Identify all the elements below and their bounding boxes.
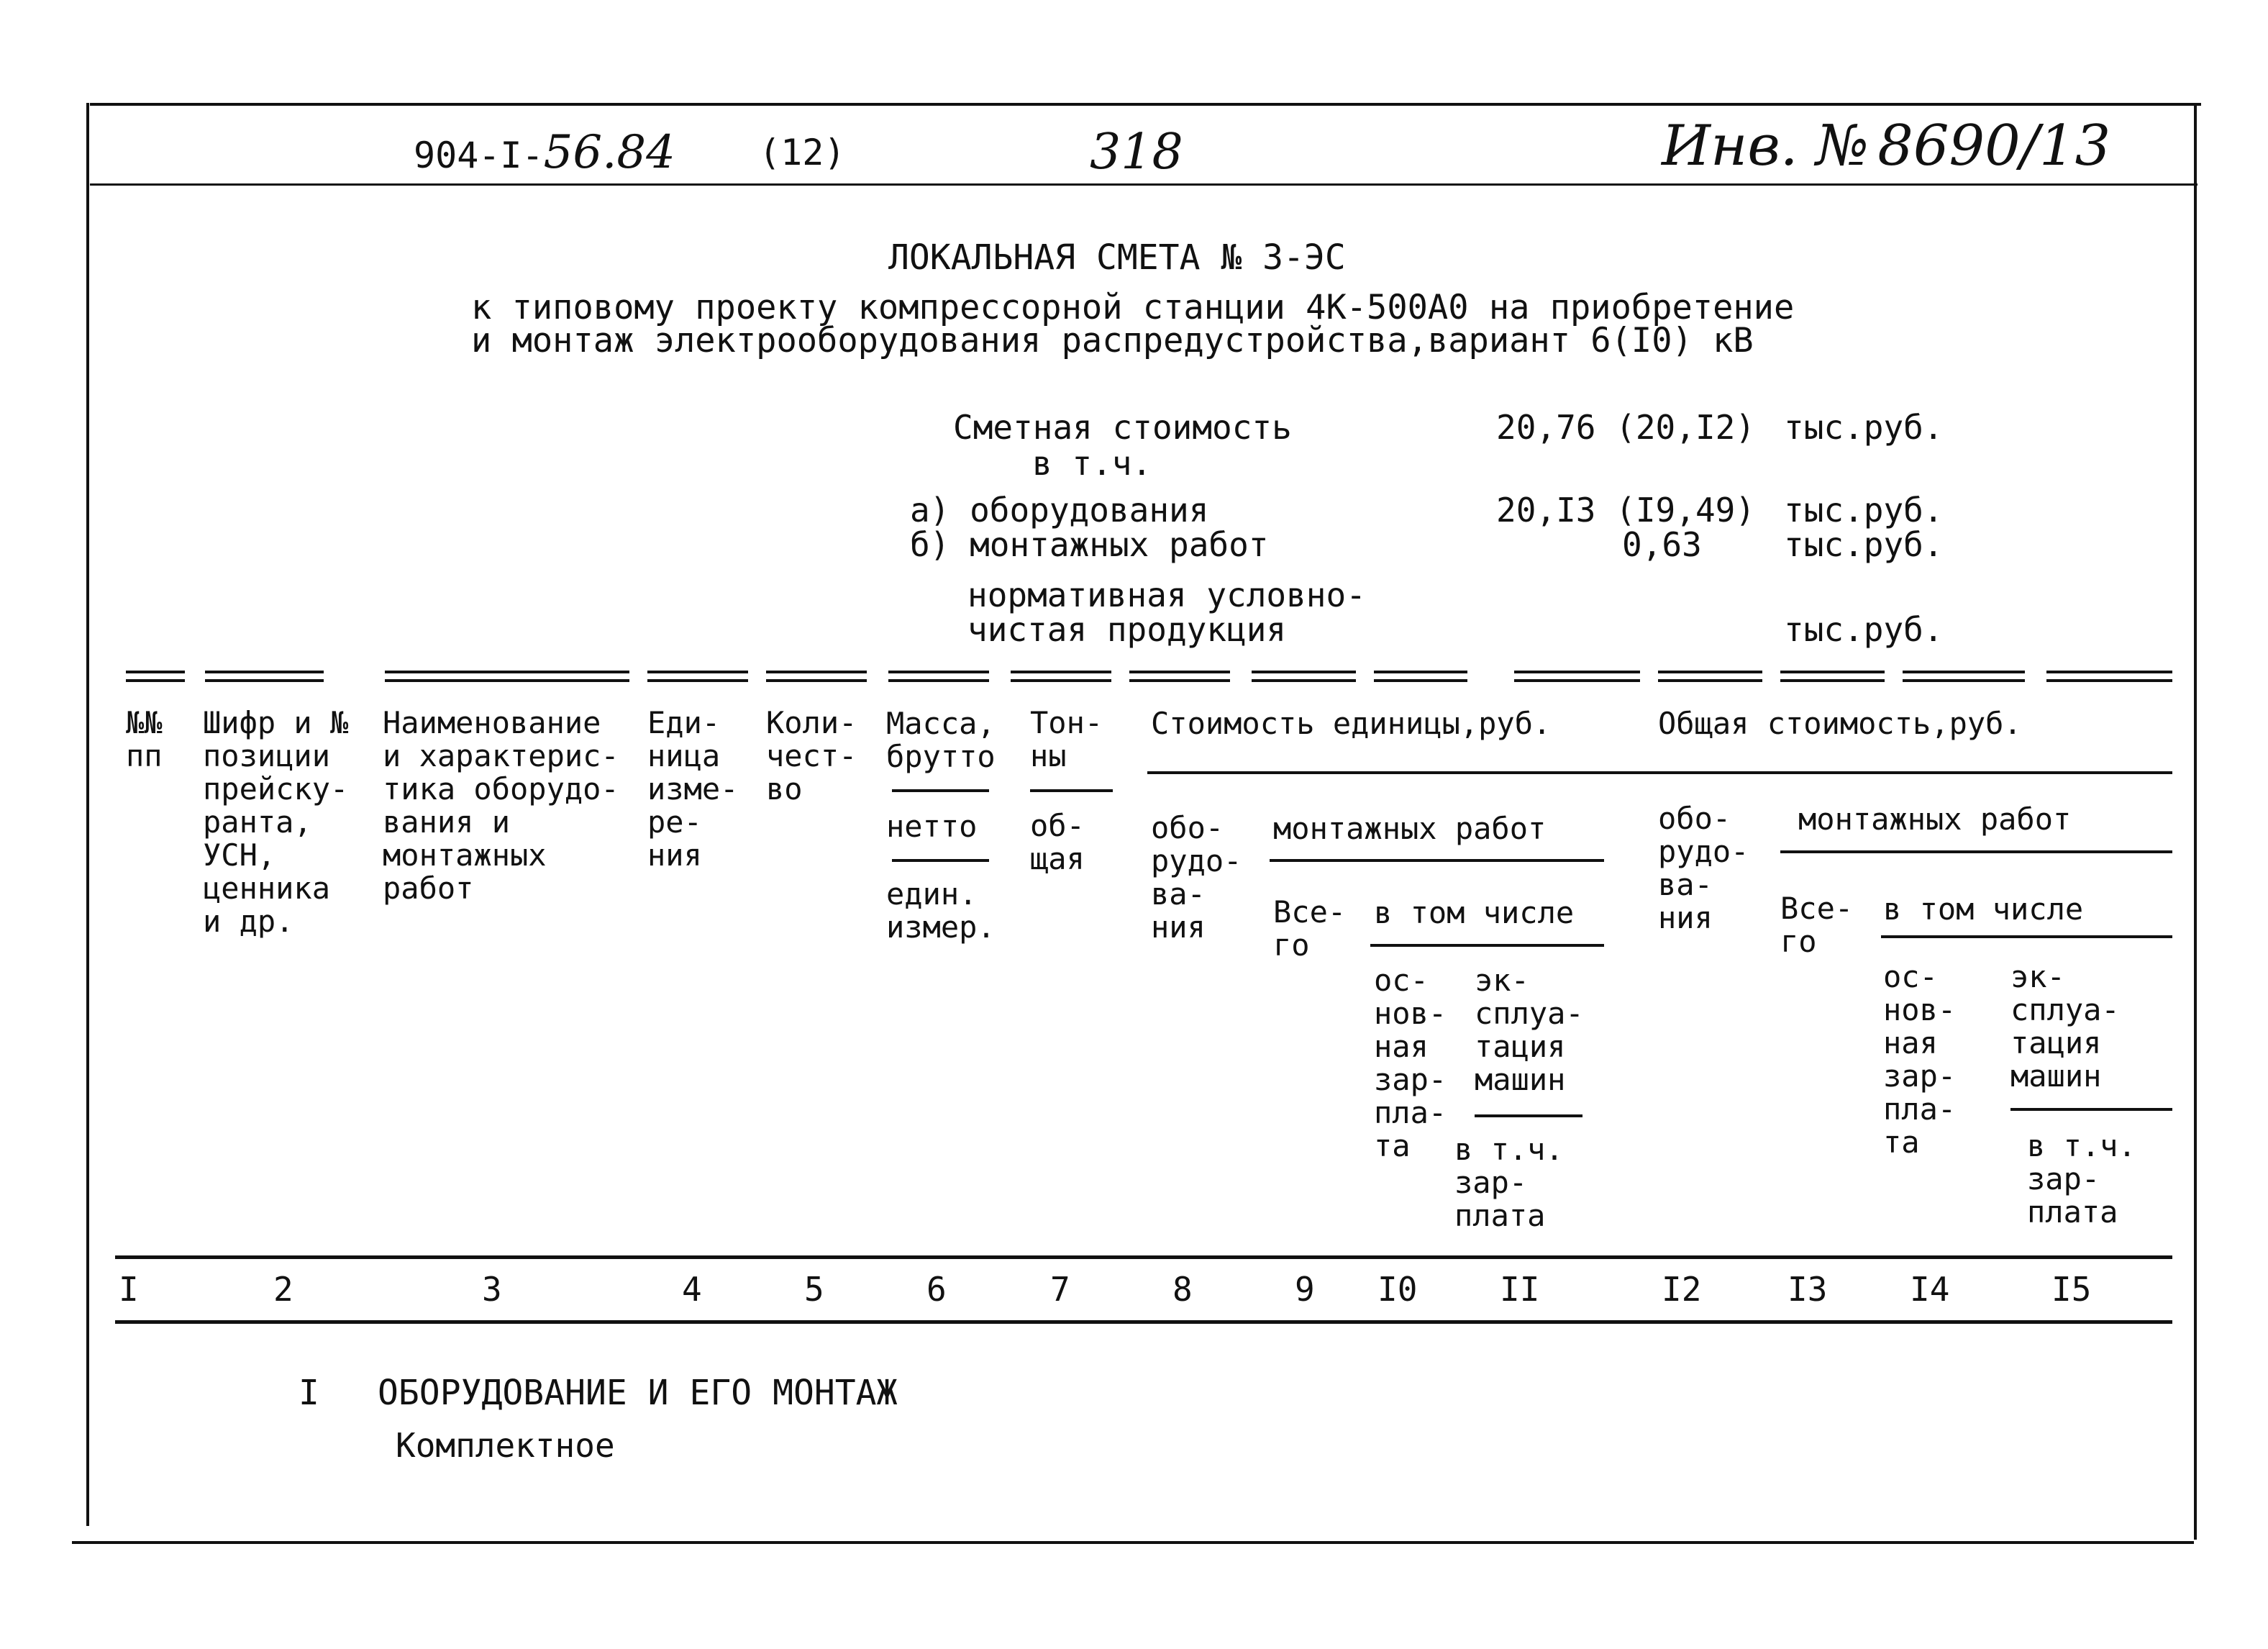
col-header-unit: Еди- ница изме- ре- ния xyxy=(647,705,739,873)
inventory-number: 8690/13 xyxy=(1877,114,2111,178)
tons-rule xyxy=(1030,789,1113,792)
mass-net-rule xyxy=(892,859,989,862)
column-number: I xyxy=(119,1270,139,1309)
page-number: 318 xyxy=(1090,124,1183,181)
normative-product-label-2: чистая продукция xyxy=(967,610,1287,649)
cost-group-rule xyxy=(1147,771,2172,774)
normative-product-unit: тыс.руб. xyxy=(1784,610,1944,649)
column-number: 6 xyxy=(926,1270,947,1309)
col-header-row-number: №№ пп xyxy=(126,705,163,773)
col-header-total-equipment: обо- рудо- ва- ния xyxy=(1658,801,1749,935)
estimated-cost-value: 20,76 (20,I2) xyxy=(1496,408,1756,447)
col-header-total-incl-wage: в т.ч. зар- плата xyxy=(2027,1128,2136,1230)
col-header-total-cost: Общая стоимость,руб. xyxy=(1658,706,2022,741)
installation-cost-value: 0,63 xyxy=(1622,525,1702,564)
col-header-unit-cost: Стоимость единицы,руб. xyxy=(1151,706,1552,741)
document-code-handwritten: 56.84 xyxy=(543,126,675,179)
col-header-unit-basic-wage: ос- нов- ная зар- пла- та xyxy=(1374,963,1447,1163)
col-header-mass-unit: един. измер. xyxy=(886,876,996,945)
unit-installation-rule xyxy=(1270,859,1604,862)
installation-cost-unit: тыс.руб. xyxy=(1784,525,1944,564)
column-number: I4 xyxy=(1910,1270,1950,1309)
equipment-cost-value: 20,I3 (I9,49) xyxy=(1496,491,1756,530)
estimate-title: ЛОКАЛЬНАЯ СМЕТА № 3-ЭС xyxy=(888,237,1346,278)
frame-left-line xyxy=(86,103,89,1526)
col-header-mass: Масса, xyxy=(886,706,996,741)
column-number: I2 xyxy=(1662,1270,1702,1309)
estimated-cost-unit: тыс.руб. xyxy=(1784,408,1944,447)
column-number: 8 xyxy=(1172,1270,1193,1309)
column-number: 2 xyxy=(273,1270,293,1309)
column-number: I5 xyxy=(2051,1270,2092,1309)
col-header-total-total: Все- го xyxy=(1780,891,1854,959)
section-title: ОБОРУДОВАНИЕ И ЕГО МОНТАЖ xyxy=(378,1373,898,1413)
col-header-net: нетто xyxy=(886,809,978,844)
col-header-unit-equipment: обо- рудо- ва- ния xyxy=(1151,810,1242,945)
frame-top-right-edge xyxy=(2194,103,2197,189)
col-header-unit-installation: монтажных работ xyxy=(1273,811,1547,846)
col-header-unit-including: в том числе xyxy=(1374,895,1575,930)
column-numbers-top-rule xyxy=(115,1255,2172,1259)
inventory-label: Инв. № xyxy=(1662,114,1869,178)
col-header-gross: брутто xyxy=(886,739,996,774)
estimated-cost-label: Сметная стоимость xyxy=(953,408,1292,447)
col-header-unit-incl-wage: в т.ч. зар- плата xyxy=(1454,1132,1564,1233)
total-including-rule xyxy=(1881,935,2172,938)
frame-top-line xyxy=(90,103,2201,106)
column-number: II xyxy=(1500,1270,1540,1309)
col-header-total-basic-wage: ос- нов- ная зар- пла- та xyxy=(1883,959,1957,1160)
column-number: 3 xyxy=(482,1270,502,1309)
equipment-cost-unit: тыс.руб. xyxy=(1784,491,1944,530)
unit-including-rule xyxy=(1370,944,1604,947)
mass-gross-rule xyxy=(892,789,989,792)
col-header-unit-machine-op: эк- сплуа- тация машин xyxy=(1475,963,1584,1097)
col-header-unit-total: Все- го xyxy=(1273,894,1347,963)
column-number: 9 xyxy=(1295,1270,1315,1309)
inventory-stamp xyxy=(1662,114,2110,178)
frame-bottom-line xyxy=(72,1541,2194,1544)
col-header-total-machine-op: эк- сплуа- тация машин xyxy=(2010,959,2120,1094)
col-header-tons: Тон- ны xyxy=(1030,705,1103,773)
section-subtitle: Комплектное xyxy=(396,1426,615,1465)
estimate-subtitle-line-2: и монтаж электрооборудования распредустройства,вариант 6(I0) кВ xyxy=(471,321,1754,360)
column-number: I3 xyxy=(1787,1270,1828,1309)
column-number: 4 xyxy=(682,1270,702,1309)
column-number: I0 xyxy=(1377,1270,1418,1309)
equipment-cost-label: а) оборудования xyxy=(910,491,1209,530)
section-number: I xyxy=(299,1373,319,1413)
frame-header-bottom-line xyxy=(90,183,2198,186)
column-number: 5 xyxy=(804,1270,824,1309)
col-header-quantity: Коли- чест- во xyxy=(766,705,857,807)
document-code xyxy=(414,126,675,179)
estimate-subtitle-line-1: к типовому проекту компрессорной станции 4К-500А0 на приобретение xyxy=(471,288,1795,327)
normative-product-label-1: нормативная условно- xyxy=(967,576,1366,614)
frame-right-line xyxy=(2194,183,2197,1540)
col-header-total-installation: монтажных работ xyxy=(1798,801,2072,837)
including-label: в т.ч. xyxy=(1032,444,1152,483)
column-numbers-bottom-rule xyxy=(115,1320,2172,1324)
col-header-name: Наименование и характерис- тика оборудо- вания и монтажных работ xyxy=(383,705,619,906)
col-header-total-including: в том числе xyxy=(1883,891,2084,927)
column-number: 7 xyxy=(1050,1270,1070,1309)
col-header-code: Шифр и № позиции прейску- ранта, УСН, ценника и др. xyxy=(203,705,349,939)
col-header-tons-total: об- щая xyxy=(1030,808,1085,876)
total-machine-rule xyxy=(2010,1108,2172,1111)
installation-cost-label: б) монтажных работ xyxy=(910,525,1269,564)
unit-machine-rule xyxy=(1475,1114,1582,1117)
total-installation-rule xyxy=(1780,850,2172,853)
sheet-number: (12) xyxy=(759,132,846,173)
document-code-printed: 904-I- xyxy=(414,135,544,176)
